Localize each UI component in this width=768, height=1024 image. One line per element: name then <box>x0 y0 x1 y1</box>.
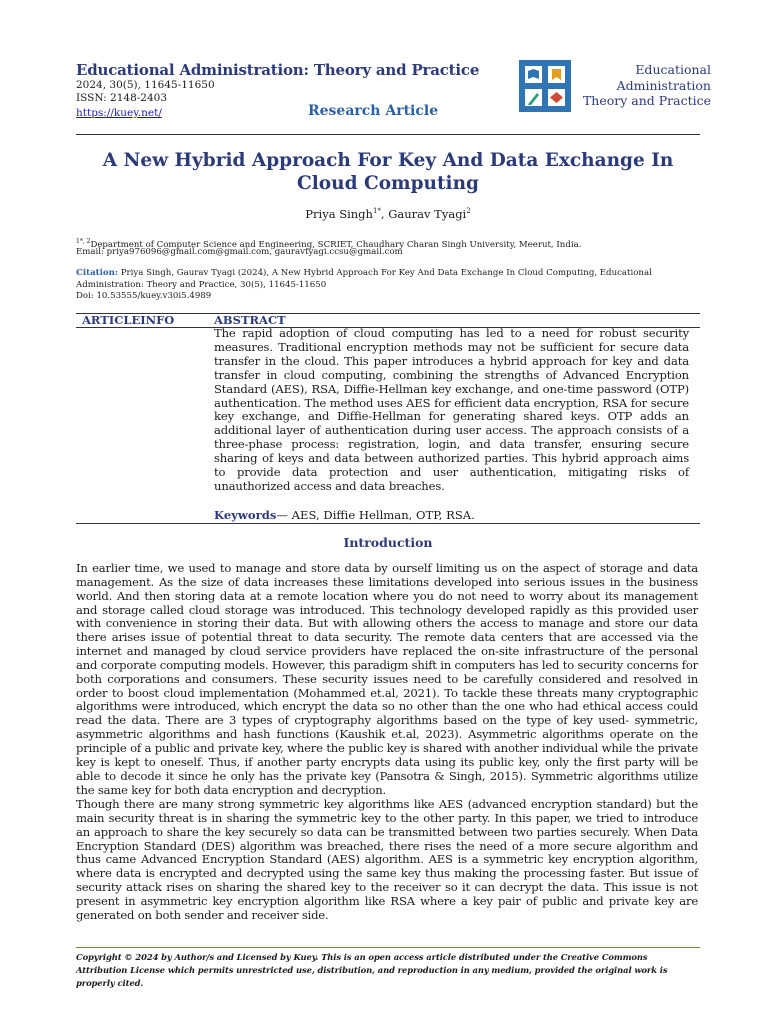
journal-title: Educational Administration: Theory and Practice <box>76 61 480 79</box>
logo-graphic-icon <box>519 60 571 112</box>
keywords-label: Keywords <box>214 508 277 522</box>
issn: ISSN: 2148-2403 <box>76 92 168 104</box>
logo-text-line2: Administration <box>616 77 711 93</box>
author-superscript: 1* <box>372 207 381 216</box>
citation <box>76 268 700 291</box>
abstract-heading: ABSTRACT <box>214 313 286 327</box>
logo-text-line3: Theory and Practice <box>582 93 711 108</box>
journal-url-link[interactable]: https://kuey.net/ <box>76 107 162 119</box>
introduction-paragraph-1: In earlier time, we used to manage and store data by ourself limiting us on the aspect of storage and data management. As the size of data increases these limitations developed into serious issues in the business world. And then storing data at a remote location where you do not need to worry about its management and storage called cloud storage was introduced. This technology developed rapidly as this provided user with convenience in storing their data. But with allowing others the access to manage and store our data there arises issue of potential threat to data security. The remote data centers that are accessed via the internet and managed by cloud service providers have replaced the on-site infrastructure of the personal and corporate computing models. However, this paradigm shift in computers has led to security concerns for both corporations and consumers. These security issues need to be carefully considered and resolved in order to boost cloud implementation (Mohammed et.al, 2021). To tackle these threats many cryptographic algorithms were introduced, which encrypt the data so no other than the one who had ethical access could read the data. There are 3 types of cryptography algorithms based on the type of key used- symmetric, asymmetric algorithms and hash functions (Kaushik et.al, 2023). Asymmetric algorithms operate on the principle of a public and private key, where the public key is shared with another individual while the private key is kept to oneself. Thus, if another party encrypts data using its public key, only the first party will be able to decode it since he only has the private key (Pansotra & Singh, 2015). Symmetric algorithms utilize the same key for both data encryption and decryption. <box>76 561 698 797</box>
paper-title-line1: A New Hybrid Approach For Key And Data Exchange In <box>102 150 674 171</box>
author-name: Priya Singh <box>305 207 373 221</box>
article-info-heading: ARTICLEINFO <box>82 313 175 327</box>
doi: Doi: 10.53555/kuey.v30i5.4989 <box>76 291 212 301</box>
keywords-text: — AES, Diffie Hellman, OTP, RSA. <box>276 508 475 522</box>
author-separator: , <box>380 207 389 221</box>
keywords-rule <box>76 523 700 524</box>
author-name: Gaurav Tyagi <box>388 207 467 221</box>
author-superscript: 2 <box>466 207 471 216</box>
journal-logo <box>519 60 711 112</box>
author-emails: Email: priya976096@gmail.com@gmail.com, gauravtyagi.ccsu@gmail.com <box>76 247 403 257</box>
paper-title <box>76 149 700 195</box>
article-type: Research Article <box>308 103 439 119</box>
copyright-footer: Copyright © 2024 by Author/s and Licensed by Kuey. This is an open access article distributed under the Creative Commons Attribution License which permits unrestricted use, distribution, and reproduction in any medium, provided the original work is properly cited. <box>76 952 668 988</box>
affiliation-text: Department of Computer Science and Engineering, SCRIET, Chaudhary Charan Singh University, Meerut, India. <box>90 239 582 250</box>
logo-text <box>579 62 711 109</box>
citation-text: Priya Singh, Gaurav Tyagi (2024), A New Hybrid Approach For Key And Data Exchange In Cloud Computing, Educational Administration: Theory and Practice, 30(5), 11645-11650 <box>76 268 652 290</box>
paper-title-line2: Cloud Computing <box>297 173 479 194</box>
header-divider <box>76 134 700 135</box>
volume-line: 2024, 30(5), 11645-11650 <box>76 79 215 91</box>
introduction-heading: Introduction <box>343 535 433 550</box>
footer-divider <box>76 947 700 948</box>
affiliation-superscript: 1*, 2 <box>76 238 91 245</box>
logo-text-line1: Educational <box>635 62 711 77</box>
keywords <box>214 508 475 522</box>
introduction-paragraph-2: Though there are many strong symmetric key algorithms like AES (advanced encryption standard) but the main security threat is in sharing the symmetric key to the other party. In this paper, we tried to introduce an approach to share the key securely so data can be transmitted between two parties securely. When Data Encryption Standard (DES) algorithm was breached, there rises the need of a more secure algorithm and thus came Advanced Encryption Standard (AES) algorithm. AES is a symmetric key encryption algorithm, where data is encrypted and decrypted using the same key thus making the processing faster. But issue of security attack rises on sharing the shared key to the receiver so it can decrypt the data. This issue is not present in asymmetric key encryption algorithm like RSA where a key pair of public and private key are generated on both sender and receiver side. <box>76 797 698 922</box>
abstract-text: The rapid adoption of cloud computing has led to a need for robust security measures. Traditional encryption methods may not be sufficient for secure data transfer in the cloud. This paper introduces a hybrid approach for key and data transfer in cloud computing, combining the strengths of Advanced Encryption Standard (AES), RSA, Diffie-Hellman key exchange, and one-time password (OTP) authentication. The method uses AES for efficient data encryption, RSA for secure key exchange, and Diffie-Hellman for generating shared keys. OTP adds an additional layer of authentication during user access. The approach consists of a three-phase process: registration, login, and data transfer, ensuring secure sharing of keys and data between authorized parties. This hybrid approach aims to provide data protection and user authentication, mitigating risks of unauthorized access and data breaches. <box>214 326 689 493</box>
author-list <box>76 207 700 221</box>
citation-label: Citation: <box>76 268 119 278</box>
